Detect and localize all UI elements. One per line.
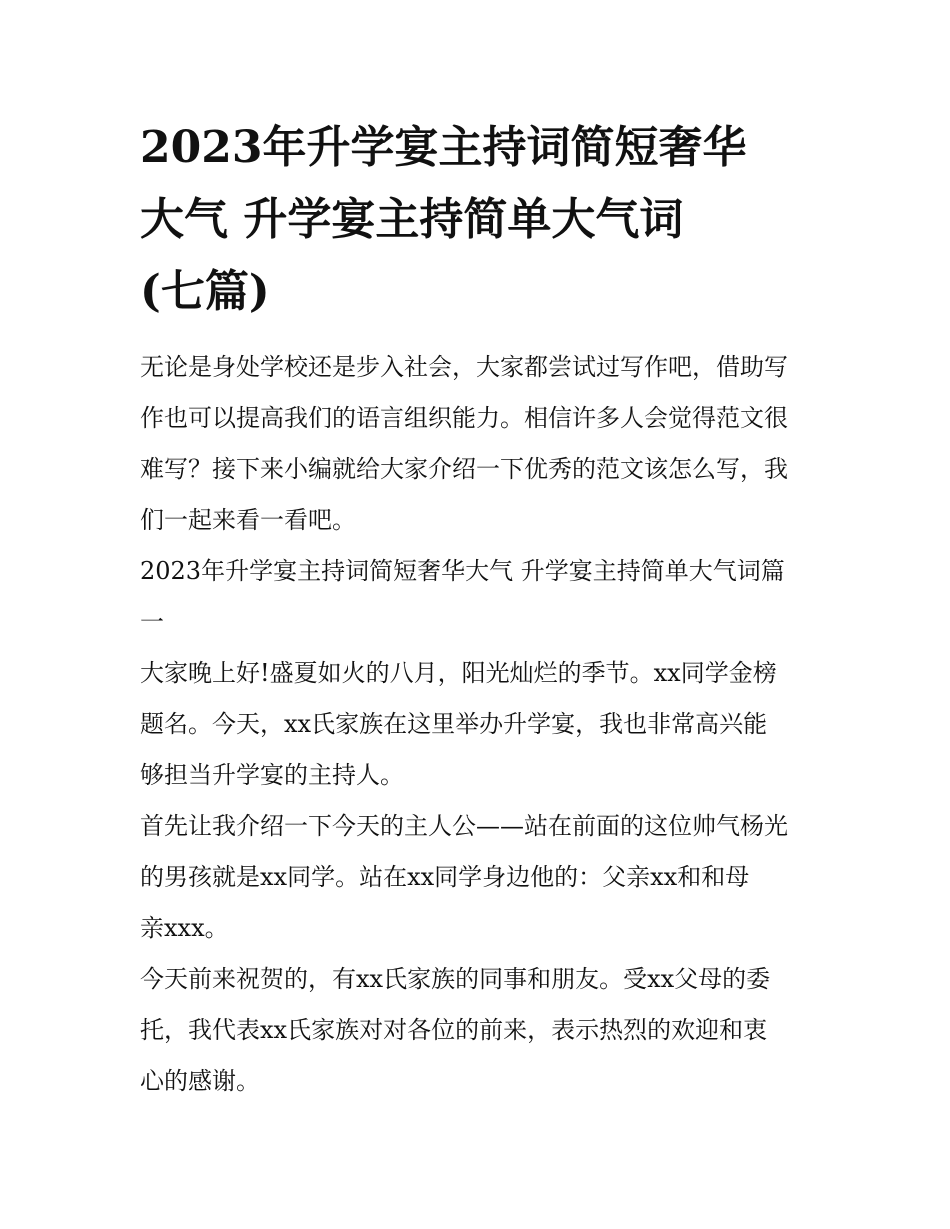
text-line: 一 — [140, 608, 164, 636]
body-paragraph — [140, 648, 815, 801]
text-line: 难写？接下来小编就给大家介绍一下优秀的范文该怎么写，我 — [140, 455, 788, 483]
text-line: 们一起来看一看吧。 — [140, 506, 356, 534]
text-line: 题名。今天，xx氏家族在这里举办升学宴，我也非常高兴能 — [140, 710, 768, 738]
text-line: 2023年升学宴主持词简短奢华大气 升学宴主持简单大气词篇 — [140, 557, 785, 585]
text-line: 托，我代表xx氏家族对对各位的前来，表示热烈的欢迎和衷 — [140, 1016, 768, 1044]
text-line: 首先让我介绍一下今天的主人公——站在前面的这位帅气杨光 — [140, 812, 788, 840]
title-line: (七篇) — [140, 266, 270, 317]
text-line: 大家晚上好!盛夏如火的八月，阳光灿烂的季节。xx同学金榜 — [140, 659, 777, 687]
section-heading — [140, 546, 815, 648]
title-line: 2023年升学宴主持词简短奢华 — [140, 122, 747, 173]
body-paragraph — [140, 954, 815, 1107]
intro-paragraph — [140, 342, 815, 546]
body-paragraph — [140, 801, 815, 954]
text-line: 无论是身处学校还是步入社会，大家都尝试过写作吧，借助写 — [140, 353, 788, 381]
document-content — [140, 112, 815, 1107]
title-line: 大气 升学宴主持简单大气词 — [140, 194, 684, 245]
text-line: 的男孩就是xx同学。站在xx同学身边他的：父亲xx和和母 — [140, 863, 750, 891]
text-line: 今天前来祝贺的，有xx氏家族的同事和朋友。受xx父母的委 — [140, 965, 771, 993]
text-line: 作也可以提高我们的语言组织能力。相信许多人会觉得范文很 — [140, 404, 788, 432]
document-body — [140, 342, 815, 1107]
text-line: 够担当升学宴的主持人。 — [140, 761, 404, 789]
text-line: 心的感谢。 — [140, 1067, 260, 1095]
text-line: 亲xxx。 — [140, 914, 229, 942]
document-title — [140, 112, 815, 328]
